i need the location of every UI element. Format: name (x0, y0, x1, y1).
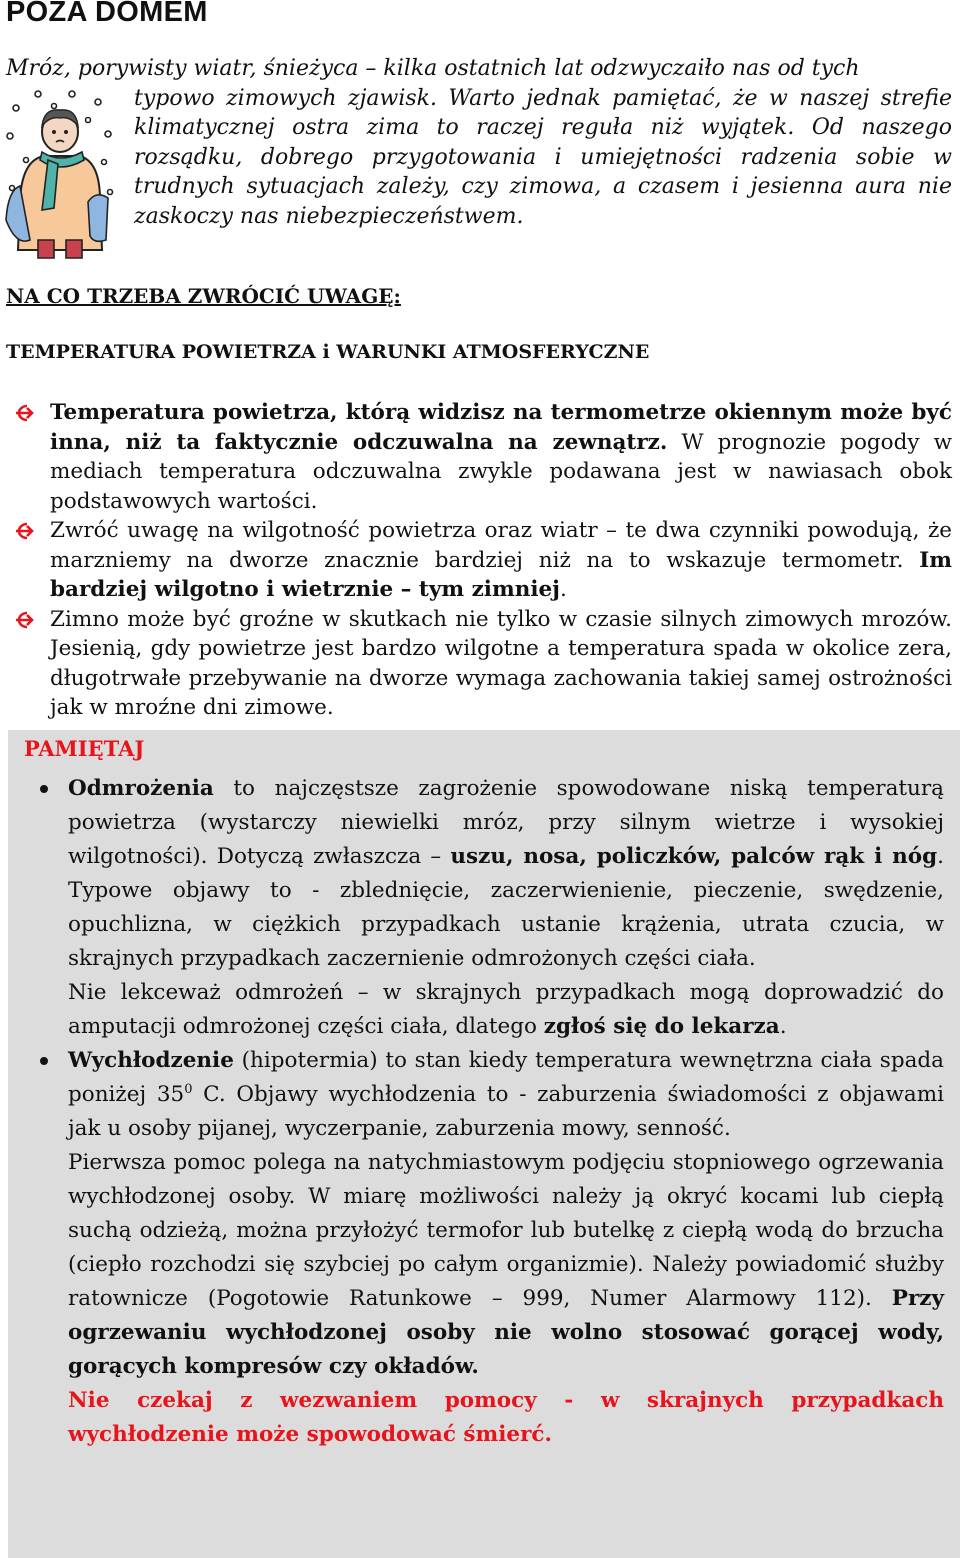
frostbite-paragraph (68, 772, 944, 976)
degree-superscript: 0 (184, 1081, 193, 1097)
hypothermia-term: Wychłodzenie (68, 1048, 234, 1073)
call-help-warning: Nie czekaj z wezwaniem pomocy - w skrajnych przypadkach wychłodzenie może spowodować śmierć. (68, 1388, 944, 1447)
point-text: Zwróć uwagę na wilgotność powietrza oraz wiatr – te dwa czynniki powodują, że marzniemy na dworze znacznie bardziej niż na to wskazuje termometr. (50, 518, 952, 573)
arrow-bullet-icon (10, 403, 34, 423)
point-bold-text: Temperatura powietrza, którą widzisz na termometrze okiennym może być inna, niż ta faktycznie odczuwalna na zewnątrz. (50, 400, 952, 455)
bullet-dot-icon (40, 785, 48, 793)
page-title: POZA DOMEM (6, 0, 208, 28)
point-text: Zimno może być groźne w skutkach nie tylko w czasie silnych zimowych mrozów. Jesienią, gdy powietrze jest bardzo wilgotne a temperatura spada w okolice zera, długotrwałe przebywanie na dworze wymaga zachowania takiej samej ostrożności jak w mroźne dni zimowe. (50, 606, 952, 720)
remember-title: PAMIĘTAJ (24, 736, 145, 761)
first-aid-paragraph (68, 1146, 944, 1384)
point-bold-text: Im bardziej wilgotno i wietrznie – tym zimniej (50, 547, 952, 602)
hypothermia-text-1b: C. Objawy wychłodzenia to - zaburzenia świadomości z objawami jak u osoby pijanej, wyczerpanie, zaburzenia mowy, senność. (68, 1082, 944, 1141)
point-text: W prognozie pogody w mediach temperatura odczuwalna zwykle podawana jest w nawiasach obok podstawowych wartości. (50, 429, 952, 514)
first-aid-text: Pierwsza pomoc polega na natychmiastowym podjęciu stopniowego ogrzewania wychłodzonej osoby. W miarę możliwości należy ją okryć kocami lub ciepłą suchą odzieżą, można przyłożyć termofor lub butelkę z ciepłą wodą do brzucha (ciepło rozchodzi się szybciej po całym organizmie). Należy powiadomić służby ratownicze (Pogotowie Ratunkowe – 999, Numer Alarmowy 112). (68, 1150, 944, 1311)
hypothermia-text-1a: (hipotermia) to stan kiedy temperatura wewnętrzna ciała spada poniżej 35 (68, 1048, 944, 1107)
cold-person-illustration (4, 90, 116, 260)
arrow-bullet-icon (10, 521, 34, 541)
frostbite-item (36, 772, 944, 1044)
list-item (8, 398, 952, 516)
section-heading: NA CO TRZEBA ZWRÓCIĆ UWAGĘ: (6, 284, 401, 308)
frostbite-see-doctor: zgłoś się do lekarza (543, 1014, 780, 1039)
first-aid-warning: Przy ogrzewaniu wychłodzonej osoby nie wolno stosować gorącej wody, gorących kompresów czy okładów. (68, 1286, 944, 1379)
frostbite-text-3: Nie lekceważ odmrożeń – w skrajnych przypadkach mogą doprowadzić do amputacji odmrożonej części ciała, dlatego (68, 980, 944, 1039)
intro-text: typowo zimowych zjawisk. Warto jednak pamiętać, że w naszej strefie klimatycznej ostra zima to raczej reguła niż wyjątek. Od naszego rozsądku, dobrego przygotowania i umiejętności radzenia sobie w trudnych sytuacjach zależy, czy zimowa, a czasem i jesienna aura nie zaskoczy nas niebezpieczeństwem. (134, 85, 952, 229)
list-item (8, 516, 952, 605)
remember-box (8, 730, 960, 1558)
temperature-points (8, 398, 952, 723)
remember-list (36, 772, 944, 1452)
frostbite-text-1: to najczęstsze zagrożenie spowodowane niską temperaturą powietrza (wystarczy niewielki mróz, przy silnym wietrze i wysokiej wilgotności). Dotyczą zwłaszcza – (68, 776, 944, 869)
subsection-heading: TEMPERATURA POWIETRZA i WARUNKI ATMOSFERYCZNE (6, 341, 650, 363)
arrow-bullet-icon (10, 610, 34, 630)
point-tail: . (559, 577, 567, 602)
intro-line-1: Mróz, porywisty wiatr, śnieżyca – kilka ostatnich lat odzwyczaiło nas od tych (6, 56, 860, 81)
list-item (8, 605, 952, 723)
frostbite-warning-paragraph (68, 976, 944, 1044)
bullet-dot-icon (40, 1057, 48, 1065)
hypothermia-item (36, 1044, 944, 1452)
frostbite-body-parts: uszu, nosa, policzków, palców rąk i nóg (450, 844, 938, 869)
frostbite-term: Odmrożenia (68, 776, 214, 801)
frostbite-text-2: . Typowe objawy to - zblednięcie, zaczerwienienie, pieczenie, swędzenie, opuchlizna, w ciężkich przypadkach ustanie krążenia, utrata czucia, w skrajnych przypadkach zaczernienie odmrożonych części ciała. (68, 844, 944, 971)
hypothermia-paragraph (68, 1044, 944, 1146)
frostbite-text-3-tail: . (779, 1014, 787, 1039)
intro-paragraph (6, 54, 952, 231)
